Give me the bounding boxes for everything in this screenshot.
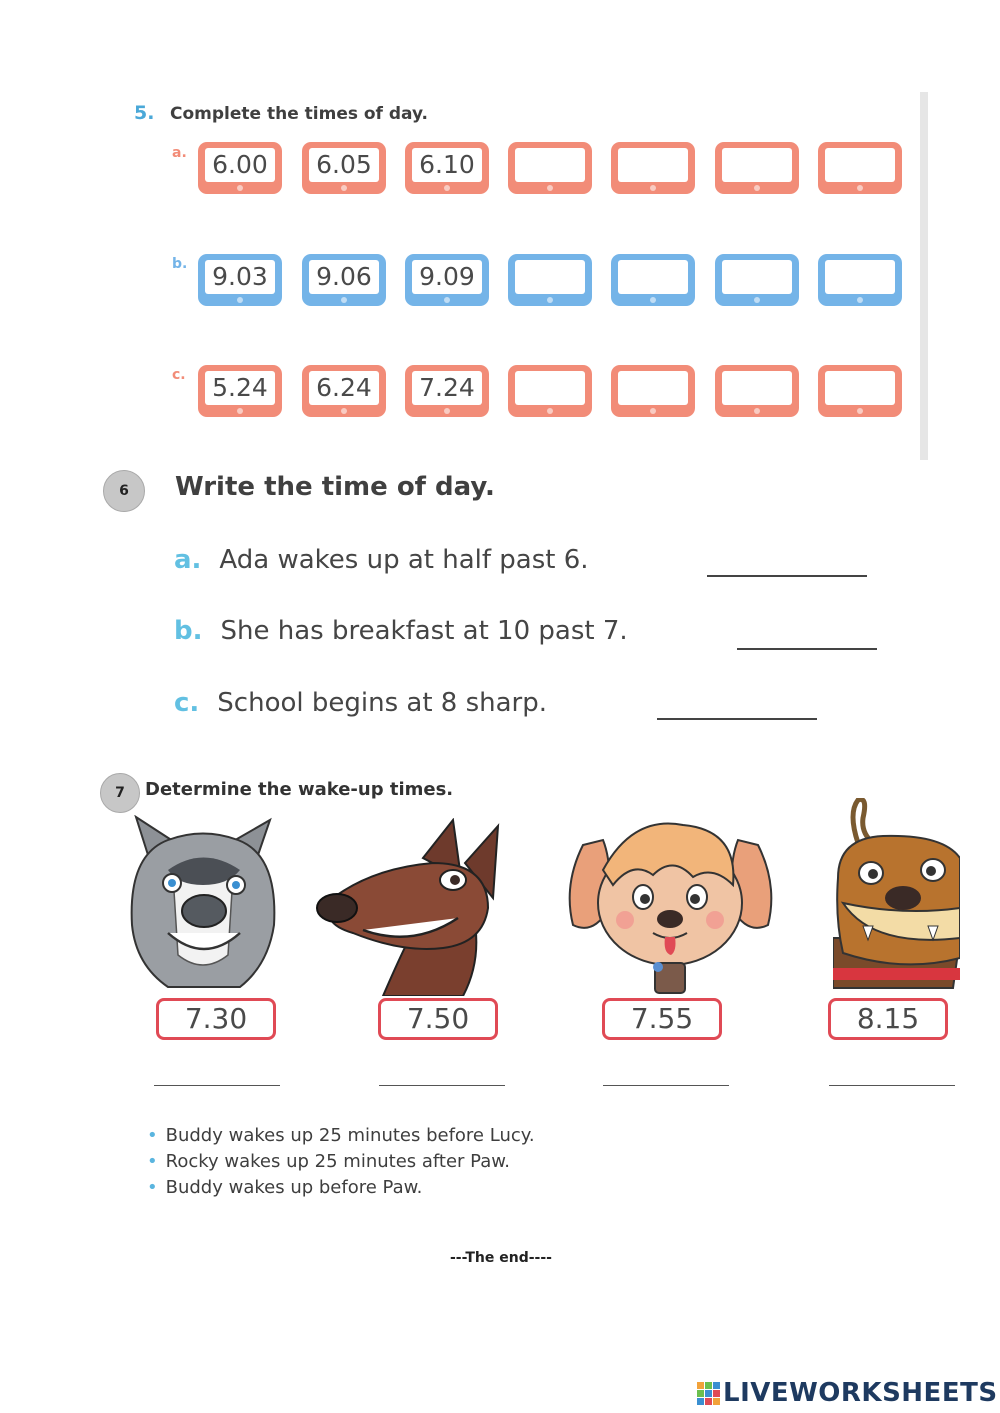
exercise-6-item-a xyxy=(174,545,589,575)
answer-input[interactable] xyxy=(515,371,585,405)
tablet-c-1 xyxy=(198,365,282,417)
wake-time-box: 7.30 xyxy=(156,998,276,1040)
liveworksheets-logo-icon xyxy=(697,1382,721,1408)
tablet-a-5 xyxy=(611,142,695,194)
tablet-c-4 xyxy=(508,365,592,417)
tablet-a-2 xyxy=(302,142,386,194)
time-value: 6.00 xyxy=(205,148,275,182)
item-text: She has breakfast at 10 past 7. xyxy=(220,616,628,646)
home-button-icon xyxy=(547,297,553,303)
time-value: 9.06 xyxy=(309,260,379,294)
tablet-c-5 xyxy=(611,365,695,417)
answer-input[interactable] xyxy=(618,148,688,182)
tablet-a-1 xyxy=(198,142,282,194)
home-button-icon xyxy=(754,408,760,414)
tablet-b-3 xyxy=(405,254,489,306)
answer-input[interactable] xyxy=(825,260,895,294)
item-text: Ada wakes up at half past 6. xyxy=(219,545,589,575)
time-value: 6.05 xyxy=(309,148,379,182)
brown-doberman-dog-icon xyxy=(313,818,503,996)
tablet-c-6 xyxy=(715,365,799,417)
home-button-icon xyxy=(857,185,863,191)
dog-name-answer-line[interactable] xyxy=(603,1085,729,1086)
item-letter: c. xyxy=(174,688,200,718)
home-button-icon xyxy=(444,185,450,191)
exercise-6-title: Write the time of day. xyxy=(175,472,495,502)
exercise-6-badge: 6 xyxy=(103,470,145,512)
exercise-5-number: 5. xyxy=(134,102,155,124)
wake-time-box: 7.50 xyxy=(378,998,498,1040)
home-button-icon xyxy=(237,185,243,191)
home-button-icon xyxy=(341,185,347,191)
home-button-icon xyxy=(754,185,760,191)
item-letter: b. xyxy=(174,616,203,646)
puppy-with-bangs-icon xyxy=(563,815,778,995)
exercise-5-title: Complete the times of day. xyxy=(170,104,428,124)
tablet-a-6 xyxy=(715,142,799,194)
tablet-b-7 xyxy=(818,254,902,306)
home-button-icon xyxy=(444,297,450,303)
answer-input[interactable] xyxy=(618,260,688,294)
time-value: 6.10 xyxy=(412,148,482,182)
exercise-6-item-c xyxy=(174,688,547,718)
tablet-b-2 xyxy=(302,254,386,306)
row-c-letter: c. xyxy=(172,367,186,383)
home-button-icon xyxy=(650,185,656,191)
clue-item xyxy=(147,1177,422,1198)
home-button-icon xyxy=(341,408,347,414)
home-button-icon xyxy=(857,297,863,303)
answer-line-c[interactable] xyxy=(657,718,817,720)
time-value: 5.24 xyxy=(205,371,275,405)
answer-input[interactable] xyxy=(825,371,895,405)
tablet-a-4 xyxy=(508,142,592,194)
answer-line-a[interactable] xyxy=(707,575,867,577)
home-button-icon xyxy=(547,185,553,191)
exercise-7-badge: 7 xyxy=(100,773,140,813)
logo-text: LIVEWORKSHEETS xyxy=(723,1378,998,1408)
home-button-icon xyxy=(650,408,656,414)
clue-text: Buddy wakes up before Paw. xyxy=(165,1177,423,1198)
home-button-icon xyxy=(650,297,656,303)
item-text: School begins at 8 sharp. xyxy=(217,688,548,718)
answer-input[interactable] xyxy=(825,148,895,182)
bullet-icon: • xyxy=(147,1151,158,1172)
tablet-c-2 xyxy=(302,365,386,417)
liveworksheets-logo xyxy=(697,1378,997,1408)
home-button-icon xyxy=(237,408,243,414)
answer-input[interactable] xyxy=(722,260,792,294)
answer-input[interactable] xyxy=(722,148,792,182)
wake-time-box: 8.15 xyxy=(828,998,948,1040)
answer-input[interactable] xyxy=(618,371,688,405)
exercise-6-item-b xyxy=(174,616,628,646)
grey-wolf-dog-icon xyxy=(128,815,278,990)
tablet-a-3 xyxy=(405,142,489,194)
tablet-b-1 xyxy=(198,254,282,306)
tablet-b-5 xyxy=(611,254,695,306)
home-button-icon xyxy=(547,408,553,414)
time-value: 9.03 xyxy=(205,260,275,294)
tablet-c-3 xyxy=(405,365,489,417)
bullet-icon: • xyxy=(147,1177,158,1198)
time-value: 9.09 xyxy=(412,260,482,294)
home-button-icon xyxy=(857,408,863,414)
answer-input[interactable] xyxy=(722,371,792,405)
dog-name-answer-line[interactable] xyxy=(379,1085,505,1086)
dog-name-answer-line[interactable] xyxy=(829,1085,955,1086)
tablet-a-7 xyxy=(818,142,902,194)
tablet-c-7 xyxy=(818,365,902,417)
row-a-letter: a. xyxy=(172,145,187,161)
dog-name-answer-line[interactable] xyxy=(154,1085,280,1086)
tablet-b-6 xyxy=(715,254,799,306)
bulldog-icon xyxy=(833,798,960,993)
clue-text: Rocky wakes up 25 minutes after Paw. xyxy=(165,1151,511,1172)
answer-input[interactable] xyxy=(515,148,585,182)
home-button-icon xyxy=(237,297,243,303)
clue-item xyxy=(147,1151,510,1172)
bullet-icon: • xyxy=(147,1125,158,1146)
answer-input[interactable] xyxy=(515,260,585,294)
time-value: 6.24 xyxy=(309,371,379,405)
wake-time-box: 7.55 xyxy=(602,998,722,1040)
answer-line-b[interactable] xyxy=(737,648,877,650)
exercise-5 xyxy=(130,90,930,460)
time-value: 7.24 xyxy=(412,371,482,405)
clue-item xyxy=(147,1125,535,1146)
exercise-7-title: Determine the wake-up times. xyxy=(145,779,454,800)
end-text: ---The end---- xyxy=(450,1250,552,1266)
home-button-icon xyxy=(444,408,450,414)
clue-text: Buddy wakes up 25 minutes before Lucy. xyxy=(165,1125,535,1146)
home-button-icon xyxy=(341,297,347,303)
home-button-icon xyxy=(754,297,760,303)
item-letter: a. xyxy=(174,545,202,575)
tablet-b-4 xyxy=(508,254,592,306)
row-b-letter: b. xyxy=(172,256,188,272)
